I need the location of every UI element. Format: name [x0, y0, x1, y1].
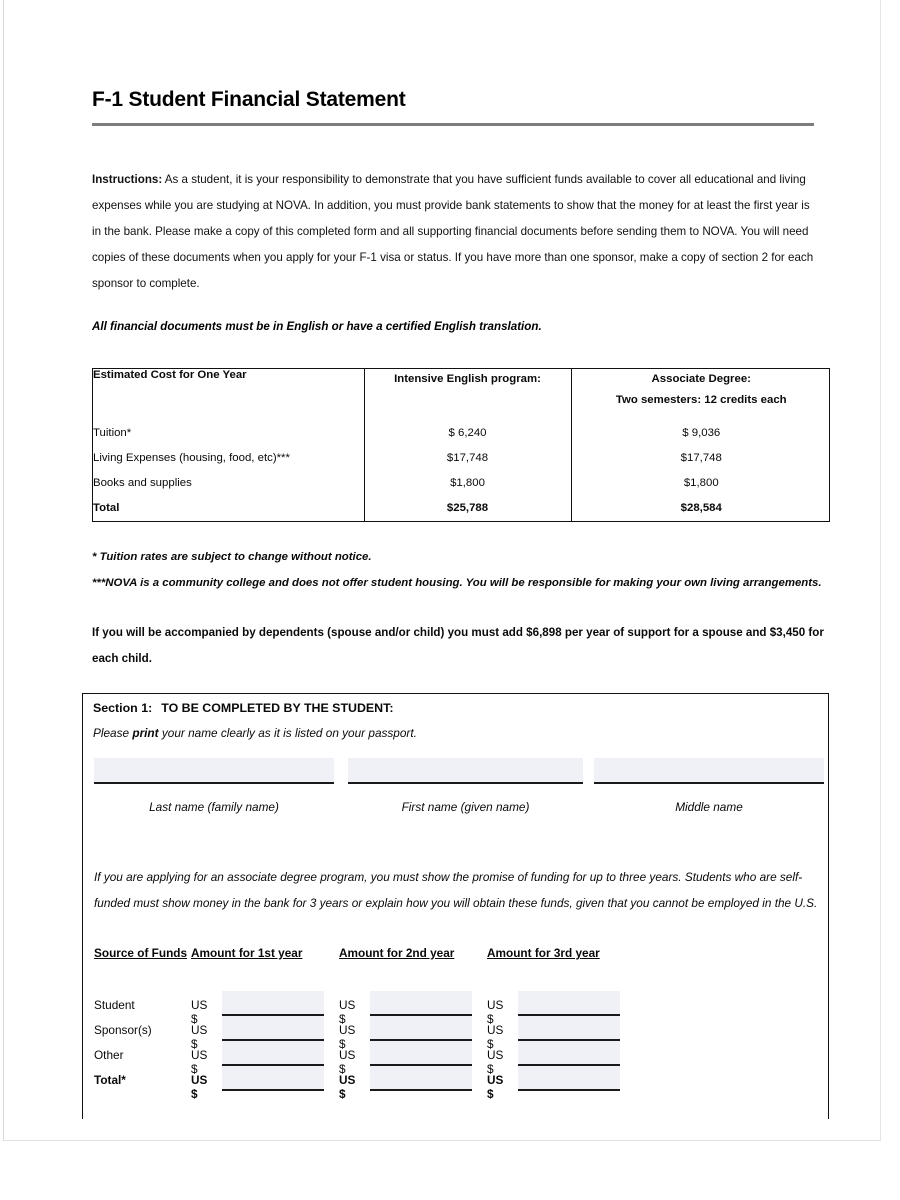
- english-translation-note: All financial documents must be in English or have a certified English translation.: [92, 320, 542, 333]
- currency-prefix: US $: [339, 1048, 356, 1076]
- cost-table-footnotes: [92, 544, 832, 596]
- student-year3-input[interactable]: [518, 991, 620, 1016]
- dependents-note: If you will be accompanied by dependents (spouse and/or child) you must add $6,898 per year of support for a spouse and $3,450 for each child.: [92, 626, 824, 665]
- funds-header-year2: Amount for 2nd year: [339, 946, 455, 960]
- subtitle-post: your name clearly as it is listed on your passport.: [158, 726, 417, 740]
- funds-header-source: Source of Funds: [94, 946, 188, 960]
- funds-row-total-label: Total*: [94, 1073, 126, 1087]
- table-row: $ 9,036: [682, 427, 721, 439]
- instructions-paragraph: [92, 167, 814, 297]
- currency-prefix: US $: [487, 1023, 504, 1051]
- footnote-housing: ***NOVA is a community college and does not offer student housing. You will be responsible for making your own living arrangements.: [92, 577, 822, 589]
- other-year2-input[interactable]: [370, 1041, 472, 1066]
- table-row: Books and supplies: [93, 477, 192, 489]
- cost-col3-header: [571, 369, 831, 421]
- currency-prefix: US $: [487, 1048, 504, 1076]
- student-year2-input[interactable]: [370, 991, 472, 1016]
- currency-prefix: US $: [339, 998, 356, 1026]
- table-row: $17,748: [446, 452, 489, 464]
- student-year1-input[interactable]: [222, 991, 324, 1016]
- last-name-label: Last name (family name): [149, 800, 279, 814]
- document-page: [3, 0, 881, 1141]
- total-year2-input[interactable]: [370, 1066, 472, 1091]
- currency-prefix: US $: [339, 1023, 356, 1051]
- currency-prefix: US $: [487, 1073, 504, 1101]
- funds-header-year3: Amount for 3rd year: [487, 946, 600, 960]
- first-name-input[interactable]: [348, 758, 583, 784]
- cost-col2-header: Intensive English program:: [364, 369, 571, 421]
- sponsor-year1-input[interactable]: [222, 1016, 324, 1041]
- middle-name-label: Middle name: [675, 800, 743, 814]
- other-year3-input[interactable]: [518, 1041, 620, 1066]
- table-row: $1,800: [683, 477, 719, 489]
- table-row-total-label: Total: [93, 502, 120, 514]
- cost-intensive-cell: [364, 421, 571, 521]
- section-1-heading: [93, 701, 393, 715]
- funds-row-label: Sponsor(s): [94, 1023, 152, 1037]
- last-name-input[interactable]: [94, 758, 334, 784]
- table-header-row: [93, 369, 831, 421]
- cost-associate-cell: [571, 421, 831, 521]
- section-1-subtitle: [93, 726, 417, 740]
- total-year3-input[interactable]: [518, 1066, 620, 1091]
- instructions-label: Instructions:: [92, 173, 163, 186]
- section-1-title: TO BE COMPLETED BY THE STUDENT:: [161, 701, 394, 715]
- table-row: Living Expenses (housing, food, etc)***: [93, 452, 290, 464]
- table-row: $ 6,240: [448, 427, 487, 439]
- sponsor-year2-input[interactable]: [370, 1016, 472, 1041]
- title-divider: [92, 123, 814, 126]
- subtitle-pre: Please: [93, 726, 133, 740]
- page-title: F-1 Student Financial Statement: [92, 88, 406, 111]
- currency-prefix: US $: [191, 998, 208, 1026]
- estimated-cost-table: [92, 368, 830, 522]
- instructions-body: As a student, it is your responsibility to demonstrate that you have sufficient funds available to cover all educational and living expenses while you are studying at NOVA. In addition, you must provide bank statements to show that the money for at least the first year is in the bank. Please make a copy of this completed form and all supporting financial documents before sending them to NOVA. You will need copies of these documents when you apply for your F-1 visa or status. If you have more than one sponsor, make a copy of section 2 for each sponsor to complete.: [92, 173, 814, 290]
- currency-prefix: US $: [191, 1073, 208, 1101]
- cost-col3-header-line1: Associate Degree:: [651, 373, 751, 385]
- first-name-label: First name (given name): [401, 800, 530, 814]
- associate-degree-note: If you are applying for an associate degree program, you must show the promise of funding for up to three years. Students who are self-funded must show money in the bank for 3 years or explain how you will obtain these funds, given that you cannot be employed in the U.S.: [94, 870, 818, 910]
- middle-name-input[interactable]: [594, 758, 824, 784]
- table-row-total-associate: $28,584: [680, 502, 722, 514]
- funds-row-label: Other: [94, 1048, 124, 1062]
- table-row: $17,748: [680, 452, 722, 464]
- total-year1-input[interactable]: [222, 1066, 324, 1091]
- currency-prefix: US $: [487, 998, 504, 1026]
- cost-col1-header: Estimated Cost for One Year: [93, 369, 247, 381]
- section-1-label: Section 1:: [93, 701, 153, 715]
- funds-row-label: Student: [94, 998, 135, 1012]
- cost-labels-cell: [93, 421, 364, 521]
- currency-prefix: US $: [191, 1048, 208, 1076]
- other-year1-input[interactable]: [222, 1041, 324, 1066]
- table-body-row: [93, 421, 831, 521]
- funds-header-year1: Amount for 1st year: [191, 946, 303, 960]
- footnote-tuition: * Tuition rates are subject to change without notice.: [92, 551, 372, 563]
- table-row: Tuition*: [93, 427, 132, 439]
- sponsor-year3-input[interactable]: [518, 1016, 620, 1041]
- currency-prefix: US $: [339, 1073, 356, 1101]
- table-row-total-intensive: $25,788: [446, 502, 489, 514]
- table-row: $1,800: [450, 477, 485, 489]
- cost-col3-header-line2: Two semesters: 12 credits each: [615, 394, 787, 406]
- section-1-box: [82, 693, 829, 1119]
- table-row-total: [94, 1070, 824, 1101]
- currency-prefix: US $: [191, 1023, 208, 1051]
- subtitle-emphasis: print: [132, 726, 159, 740]
